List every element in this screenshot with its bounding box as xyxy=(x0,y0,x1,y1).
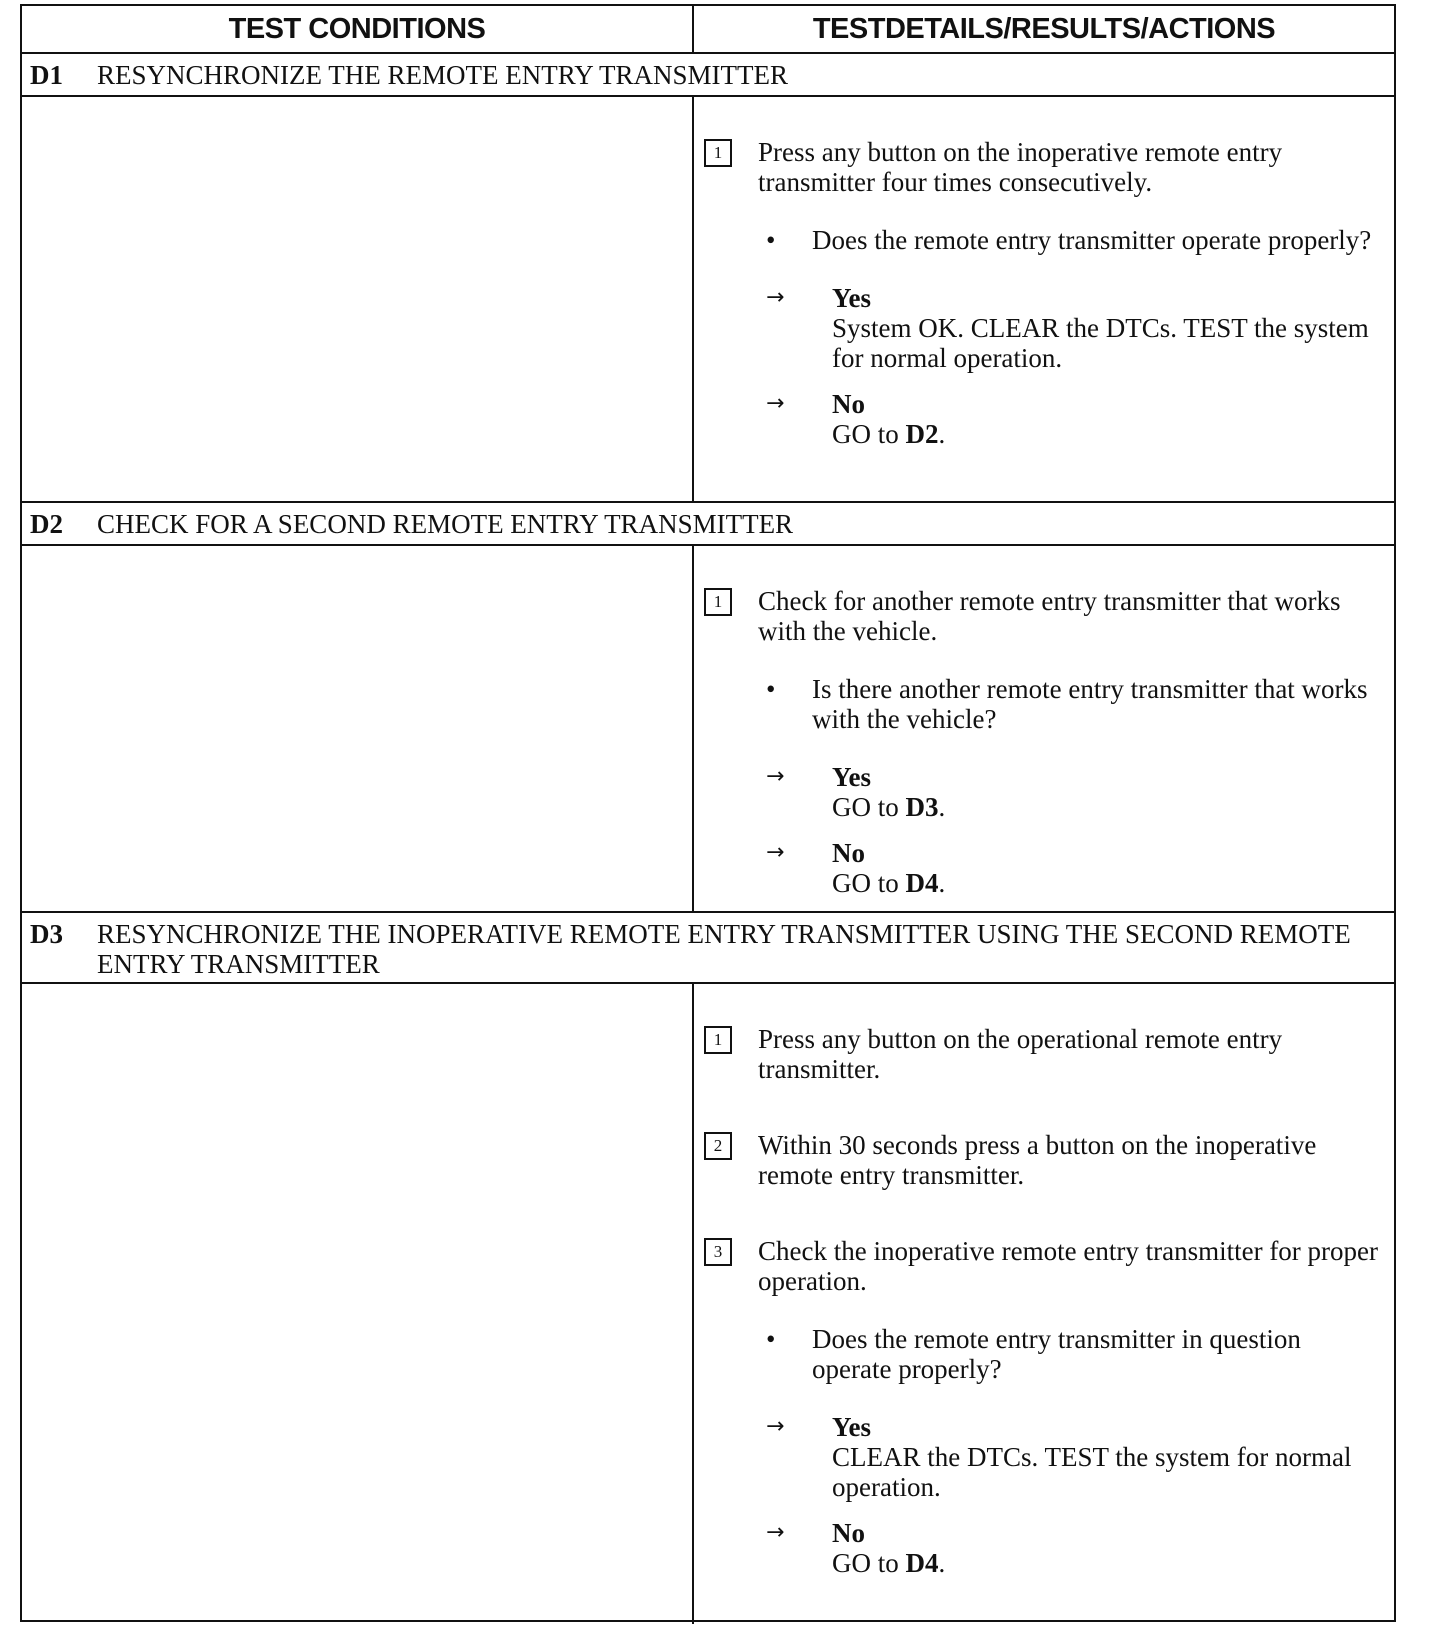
arrow-right-icon: → xyxy=(766,1414,785,1439)
action-text: Press any button on the operational remote entry transmitter. xyxy=(758,1024,1283,1084)
table-header xyxy=(22,6,1394,54)
step-number-box: 3 xyxy=(704,1238,732,1266)
result-no xyxy=(766,389,1384,449)
result-suffix: . xyxy=(938,792,946,822)
result-text: CLEAR the DTCs. TEST the system for normal operation. xyxy=(832,1442,1352,1502)
result-no xyxy=(766,838,1384,898)
result-target: D4 xyxy=(905,868,939,898)
action-text: Within 30 seconds press a button on the inoperative remote entry transmitter. xyxy=(758,1130,1317,1190)
test-details-cell xyxy=(694,546,1394,911)
action-item xyxy=(704,137,1384,197)
step-number-box: 1 xyxy=(704,139,732,167)
result-target: D2 xyxy=(905,419,939,449)
result-prefix: GO to xyxy=(832,419,906,449)
result-label: No xyxy=(832,838,865,868)
action-item xyxy=(704,1130,1384,1190)
question xyxy=(766,674,1384,734)
step-number-box: 2 xyxy=(704,1132,732,1160)
action-text: Check for another remote entry transmitter that works with the vehicle. xyxy=(758,586,1341,646)
step-d1-body xyxy=(22,97,1394,503)
question-text: Is there another remote entry transmitter that works with the vehicle? xyxy=(812,674,1368,734)
result-prefix: GO to xyxy=(832,1548,906,1578)
action-item xyxy=(704,586,1384,646)
test-details-cell xyxy=(694,984,1394,1624)
arrow-right-icon: → xyxy=(766,285,785,310)
result-target: D3 xyxy=(905,792,939,822)
header-test-details: TESTDETAILS/RESULTS/ACTIONS xyxy=(812,12,1276,45)
test-conditions-cell xyxy=(22,984,694,1624)
step-number-box: 1 xyxy=(704,588,732,616)
question-text: Does the remote entry transmitter operate properly? xyxy=(812,225,1372,255)
diagnostic-table xyxy=(20,4,1396,1622)
step-title-text: RESYNCHRONIZE THE INOPERATIVE REMOTE ENTRY TRANSMITTER USING THE SECOND REMOTE ENTRY TRANSMITTER xyxy=(97,919,1351,979)
step-d3-title xyxy=(22,913,1394,984)
result-text: System OK. CLEAR the DTCs. TEST the system for normal operation. xyxy=(832,313,1369,373)
action-text: Check the inoperative remote entry transmitter for proper operation. xyxy=(758,1236,1379,1296)
arrow-right-icon: → xyxy=(766,764,785,789)
step-id: D3 xyxy=(30,919,63,949)
step-d2-title xyxy=(22,503,1394,546)
header-test-conditions: TEST CONDITIONS xyxy=(22,6,694,52)
question xyxy=(766,1324,1384,1384)
test-details-cell xyxy=(694,97,1394,501)
result-label: No xyxy=(832,1518,865,1548)
result-label: No xyxy=(832,389,865,419)
step-id: D1 xyxy=(30,60,63,90)
step-d1-title xyxy=(22,54,1394,97)
result-prefix: GO to xyxy=(832,868,906,898)
result-no xyxy=(766,1518,1384,1578)
result-yes xyxy=(766,283,1384,373)
result-suffix: . xyxy=(938,419,946,449)
question xyxy=(766,225,1384,255)
test-conditions-cell xyxy=(22,97,694,501)
bullet-icon: • xyxy=(766,225,776,255)
step-number-box: 1 xyxy=(704,1026,732,1054)
arrow-right-icon: → xyxy=(766,1520,785,1545)
step-id: D2 xyxy=(30,509,63,539)
arrow-right-icon: → xyxy=(766,391,785,416)
step-title-text: CHECK FOR A SECOND REMOTE ENTRY TRANSMITTER xyxy=(97,509,794,539)
result-label: Yes xyxy=(832,283,871,313)
result-suffix: . xyxy=(938,868,946,898)
result-suffix: . xyxy=(938,1548,946,1578)
result-target: D4 xyxy=(905,1548,939,1578)
test-conditions-cell xyxy=(22,546,694,911)
question-text: Does the remote entry transmitter in question operate properly? xyxy=(812,1324,1301,1384)
step-d3-body xyxy=(22,984,1394,1624)
result-yes xyxy=(766,762,1384,822)
bullet-icon: • xyxy=(766,674,776,704)
result-prefix: GO to xyxy=(832,792,906,822)
arrow-right-icon: → xyxy=(766,840,785,865)
step-title-text: RESYNCHRONIZE THE REMOTE ENTRY TRANSMITTER xyxy=(97,60,789,90)
action-text: Press any button on the inoperative remote entry transmitter four times consecutively. xyxy=(758,137,1283,197)
result-label: Yes xyxy=(832,1412,871,1442)
step-d2-body xyxy=(22,546,1394,913)
action-item xyxy=(704,1236,1384,1296)
action-item xyxy=(704,1024,1384,1084)
bullet-icon: • xyxy=(766,1324,776,1354)
result-yes xyxy=(766,1412,1384,1502)
result-label: Yes xyxy=(832,762,871,792)
